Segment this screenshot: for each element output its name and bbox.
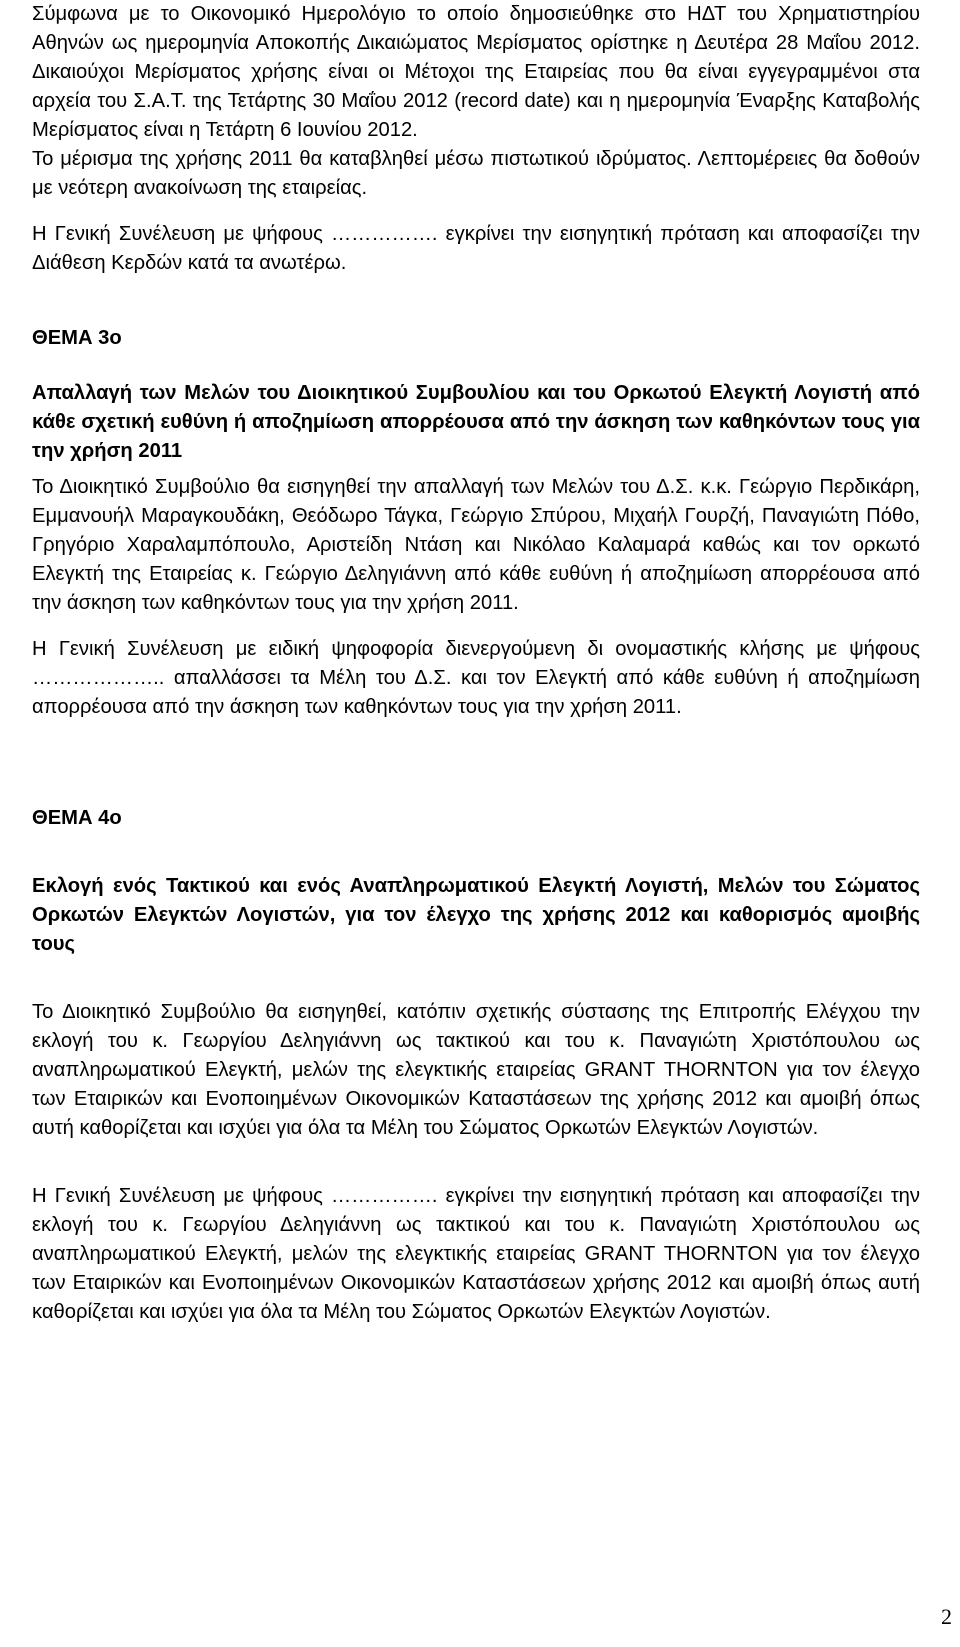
- theme-4-heading: ΘΕΜΑ 4ο: [32, 807, 122, 829]
- page-number: 2: [941, 1604, 952, 1629]
- theme-4-vote-paragraph: Η Γενική Συνέλευση με ψήφους ……………. εγκρίνει την εισηγητική πρόταση και αποφασίζει την εκλογή του κ. Γεωργίου Δεληγιάννη ως τακτικού και του κ. Παναγιώτη Χριστόπουλου ως αναπληρωματικού Ελεγκτή, μελών της ελεγκτικής εταιρείας GRANT THORNTON για τον έλεγχο των Εταιρικών και Ενοποιημένων Οικονομικών Καταστάσεων χρήσης 2012 και αμοιβή όπως αυτή καθορίζεται και ισχύει για όλα τα Μέλη του Σώματος Ορκωτών Ελεγκτών Λογιστών.: [32, 1185, 920, 1323]
- theme-3-vote-paragraph: Η Γενική Συνέλευση με ειδική ψηφοφορία διενεργούμενη δι ονομαστικής κλήσης με ψήφους ……………….. απαλλάσσει τα Μέλη του Δ.Σ. και τον Ελεγκτή από κάθε ευθύνη ή αποζημίωση απορρέουσα από την άσκηση των καθηκόντων τους για την χρήση 2011.: [32, 638, 920, 718]
- theme-3-heading: ΘΕΜΑ 3ο: [32, 327, 122, 349]
- theme-4-title: Εκλογή ενός Τακτικού και ενός Αναπληρωματικού Ελεγκτή Λογιστή, Μελών του Σώματος Ορκωτών Ελεγκτών Λογιστών, για τον έλεγχο της χρήσης 2012 και καθορισμός αμοιβής τους: [32, 875, 920, 955]
- theme-3-title: Απαλλαγή των Μελών του Διοικητικού Συμβουλίου και του Ορκωτού Ελεγκτή Λογιστή από κάθε σχετική ευθύνη ή αποζημίωση απορρέουσα από την άσκηση των καθηκόντων τους για την χρήση 2011: [32, 382, 920, 462]
- theme-4-board-proposal-paragraph: Το Διοικητικό Συμβούλιο θα εισηγηθεί, κατόπιν σχετικής σύστασης της Επιτροπής Ελέγχου την εκλογή του κ. Γεωργίου Δεληγιάννη ως τακτικού και του κ. Παναγιώτη Χριστόπουλου ως αναπληρωματικού Ελεγκτή, μελών της ελεγκτικής εταιρείας GRANT THORNTON για τον έλεγχο των Εταιρικών και Ενοποιημένων Οικονομικών Καταστάσεων της χρήσης 2012 και αμοιβή όπως αυτή καθορίζεται και ισχύει για όλα τα Μέλη του Σώματος Ορκωτών Ελεγκτών Λογιστών.: [32, 1001, 920, 1139]
- document-page: [32, 0, 920, 1327]
- theme-3-board-proposal-paragraph: Το Διοικητικό Συμβούλιο θα εισηγηθεί την απαλλαγή των Μελών του Δ.Σ. κ.κ. Γεώργιο Περδικάρη, Εμμανουήλ Μαραγκουδάκη, Θεόδωρο Τάγκα, Γεώργιο Σπύρου, Μιχαήλ Γουρζή, Παναγιώτη Πόθο, Γρηγόριο Χαραλαμπόπουλο, Αριστείδη Ντάση και Νικόλαο Καλαμαρά καθώς και τον ορκωτό Ελεγκτή της Εταιρείας κ. Γεώργιο Δεληγιάννη από κάθε ευθύνη ή αποζημίωση απορρέουσα από την άσκηση των καθηκόντων τους για την χρήση 2011.: [32, 476, 920, 614]
- dividend-payment-paragraph: Το μέρισμα της χρήσης 2011 θα καταβληθεί μέσω πιστωτικού ιδρύματος. Λεπτομέρειες θα δοθούν με νεότερη ανακοίνωση της εταιρείας.: [32, 148, 920, 199]
- profit-distribution-vote-paragraph: Η Γενική Συνέλευση με ψήφους ……………. εγκρίνει την εισηγητική πρόταση και αποφασίζει την Διάθεση Κερδών κατά τα ανωτέρω.: [32, 223, 920, 274]
- dividend-dates-paragraph: Σύμφωνα με το Οικονομικό Ημερολόγιο το οποίο δημοσιεύθηκε στο ΗΔΤ του Χρηματιστηρίου Αθηνών ως ημερομηνία Αποκοπής Δικαιώματος Μερίσματος ορίστηκε η Δευτέρα 28 Μαΐου 2012. Δικαιούχοι Μερίσματος χρήσης είναι οι Μέτοχοι της Εταιρείας που θα είναι εγγεγραμμένοι στα αρχεία του Σ.Α.Τ. της Τετάρτης 30 Μαΐου 2012 (record date) και η ημερομηνία Έναρξης Καταβολής Μερίσματος είναι η Τετάρτη 6 Ιουνίου 2012.: [32, 3, 920, 141]
